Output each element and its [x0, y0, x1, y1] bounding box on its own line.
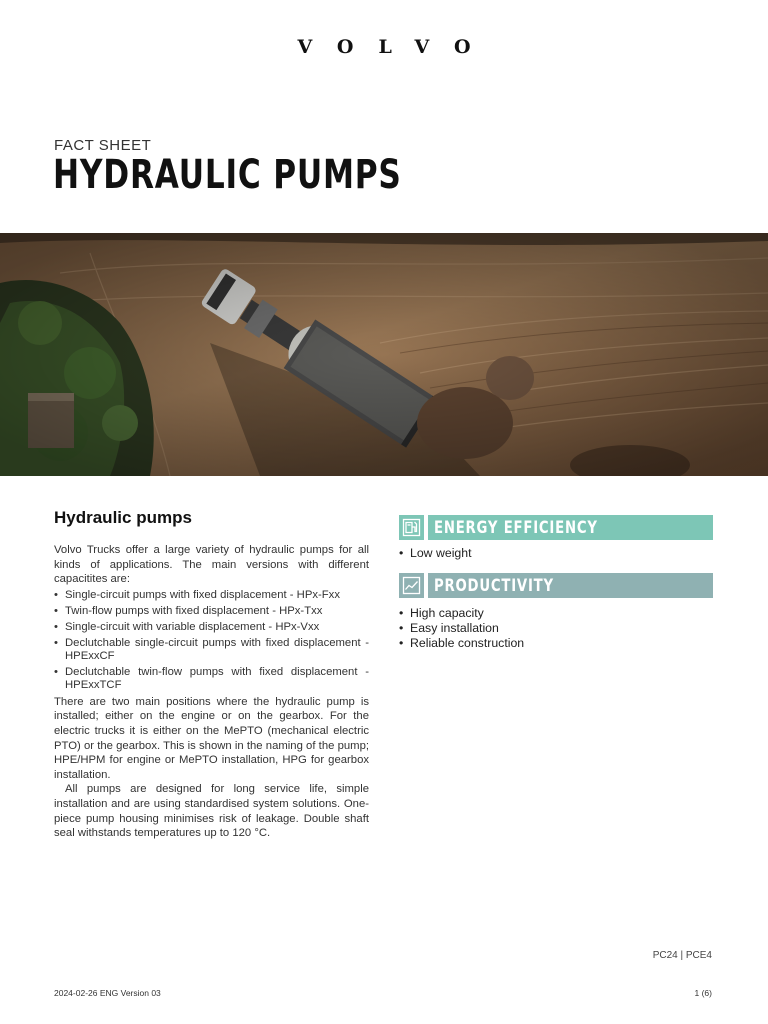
list-item: • High capacity: [399, 606, 713, 621]
productivity-list: [399, 606, 713, 651]
list-item: • Reliable construction: [399, 636, 713, 651]
positions-paragraph: There are two main positions where the hydraulic pump is installed; either on the engine or on the gearbox. For the electric trucks it is either on the MePTO (mechanical electric PTO) or the gearbox. This is shown in the naming of the pump; HPE/HPM for engine or MePTO installation, HPG for gearbox installation.: [54, 695, 369, 781]
hero-image: [0, 233, 768, 476]
list-item: • Twin-flow pumps with fixed displacement - HPx-Txx: [54, 605, 369, 618]
benefits-column: [399, 515, 713, 651]
volvo-logo: VOLVO: [297, 36, 496, 58]
productivity-label: PRODUCTIVITY: [428, 573, 713, 598]
intro-paragraph: Volvo Trucks offer a large variety of hydraulic pumps for all kinds of applications. The main versions with different capacitites are:: [54, 544, 369, 586]
fact-sheet-kicker: FACT SHEET: [54, 137, 152, 154]
energy-efficiency-header: [399, 515, 713, 540]
list-item: • Low weight: [399, 546, 713, 561]
list-item: • Easy installation: [399, 621, 713, 636]
energy-efficiency-label: ENERGY EFFICIENCY: [428, 515, 713, 540]
fuel-pump-icon: [399, 515, 424, 540]
body-text: [54, 543, 369, 841]
document-code: PC24 | PCE4: [652, 950, 712, 961]
page-title: HYDRAULIC PUMPS: [53, 152, 402, 198]
main-column: [54, 508, 369, 841]
list-item: • Single-circuit with variable displacement - HPx-Vxx: [54, 621, 369, 634]
energy-efficiency-list: [399, 546, 713, 561]
trend-chart-icon: [399, 573, 424, 598]
page-number: 1 (6): [694, 988, 712, 998]
design-paragraph: All pumps are designed for long service life, simple installation and are using standardised system solutions. One-piece pump housing minimises risk of leakage. Double shaft seal withstands temperatures up to 120 °C.: [54, 783, 369, 840]
aerial-truck-photo: [0, 233, 768, 476]
productivity-header: [399, 573, 713, 598]
pump-version-list: [54, 589, 369, 692]
footer-date-version: 2024-02-26 ENG Version 03: [54, 988, 161, 998]
list-item: • Single-circuit pumps with fixed displacement - HPx-Fxx: [54, 589, 369, 602]
section-heading: Hydraulic pumps: [54, 508, 192, 527]
list-item: • Declutchable single-circuit pumps with fixed displacement - HPExxCF: [54, 637, 369, 663]
list-item: • Declutchable twin-flow pumps with fixed displacement - HPExxTCF: [54, 666, 369, 692]
